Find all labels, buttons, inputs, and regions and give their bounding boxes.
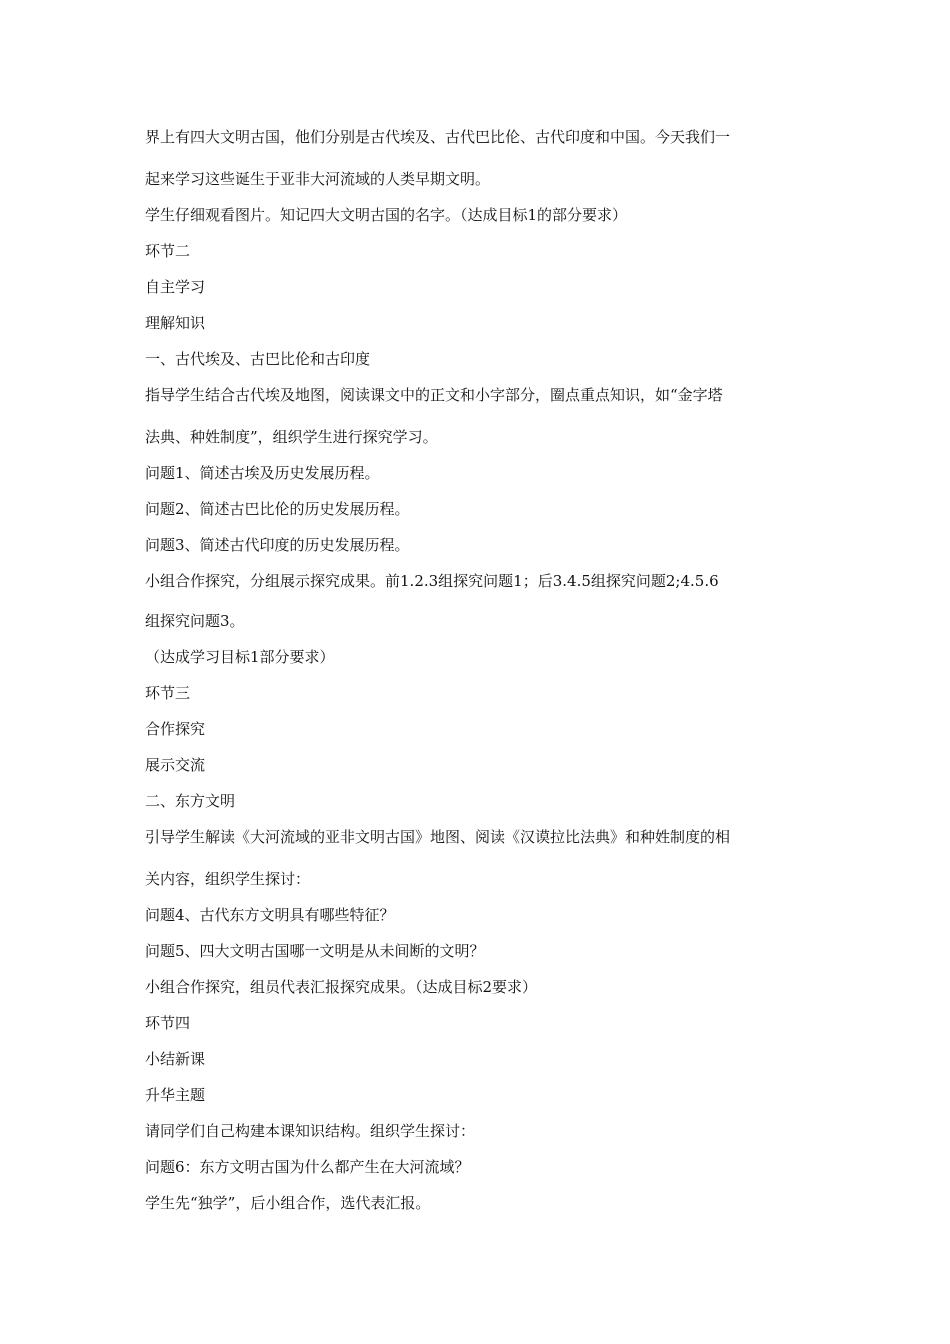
question-line: 问题3、简述古代印度的历史发展历程。 bbox=[145, 536, 410, 554]
section-heading: 环节二 bbox=[145, 242, 191, 260]
text-line: 请同学们自己构建本课知识结构。组织学生探讨： bbox=[145, 1122, 476, 1140]
question-line: 问题2、简述古巴比伦的历史发展历程。 bbox=[145, 500, 410, 518]
section-heading: 合作探究 bbox=[145, 720, 206, 738]
question-line: 问题1、简述古埃及历史发展历程。 bbox=[145, 464, 380, 482]
question-line: 问题4、古代东方文明具有哪些特征？ bbox=[145, 906, 395, 924]
section-heading: 小结新课 bbox=[145, 1050, 206, 1068]
text-line: 学生先“独学”，后小组合作，选代表汇报。 bbox=[145, 1194, 431, 1212]
question-line: 问题5、四大文明古国哪一文明是从未间断的文明？ bbox=[145, 942, 485, 960]
text-line: 组探究问题3。 bbox=[145, 612, 245, 630]
text-line: 学生仔细观看图片。知记四大文明古国的名字。（达成目标1的部分要求） bbox=[145, 206, 628, 224]
section-heading: 环节三 bbox=[145, 684, 191, 702]
section-heading: 环节四 bbox=[145, 1014, 191, 1032]
section-heading: 升华主题 bbox=[145, 1086, 206, 1104]
question-line: 问题6：东方文明古国为什么都产生在大河流域？ bbox=[145, 1158, 470, 1176]
text-line: （达成学习目标1部分要求） bbox=[145, 648, 335, 666]
text-line: 小组合作探究，分组展示探究成果。前1.2.3组探究问题1；后3.4.5组探究问题2;4.5.6 bbox=[145, 572, 719, 590]
text-line: 关内容，组织学生探讨： bbox=[145, 870, 311, 888]
subsection-heading: 二、东方文明 bbox=[145, 792, 236, 810]
text-line: 引导学生解读《大河流域的亚非文明古国》地图、阅读《汉谟拉比法典》和种姓制度的相 bbox=[145, 828, 731, 846]
text-line: 界上有四大文明古国，他们分别是古代埃及、古代巴比伦、古代印度和中国。今天我们一 bbox=[145, 128, 731, 146]
text-line: 小组合作探究，组员代表汇报探究成果。（达成目标2要求） bbox=[145, 978, 538, 996]
section-heading: 自主学习 bbox=[145, 278, 206, 296]
text-line: 法典、种姓制度”，组织学生进行探究学习。 bbox=[145, 428, 438, 446]
text-line: 指导学生结合古代埃及地图，阅读课文中的正文和小字部分，圈点重点知识，如“金字塔 bbox=[145, 386, 723, 404]
text-line: 起来学习这些诞生于亚非大河流域的人类早期文明。 bbox=[145, 170, 491, 188]
subsection-heading: 一、古代埃及、古巴比伦和古印度 bbox=[145, 350, 371, 368]
section-heading: 理解知识 bbox=[145, 314, 206, 332]
section-heading: 展示交流 bbox=[145, 756, 206, 774]
